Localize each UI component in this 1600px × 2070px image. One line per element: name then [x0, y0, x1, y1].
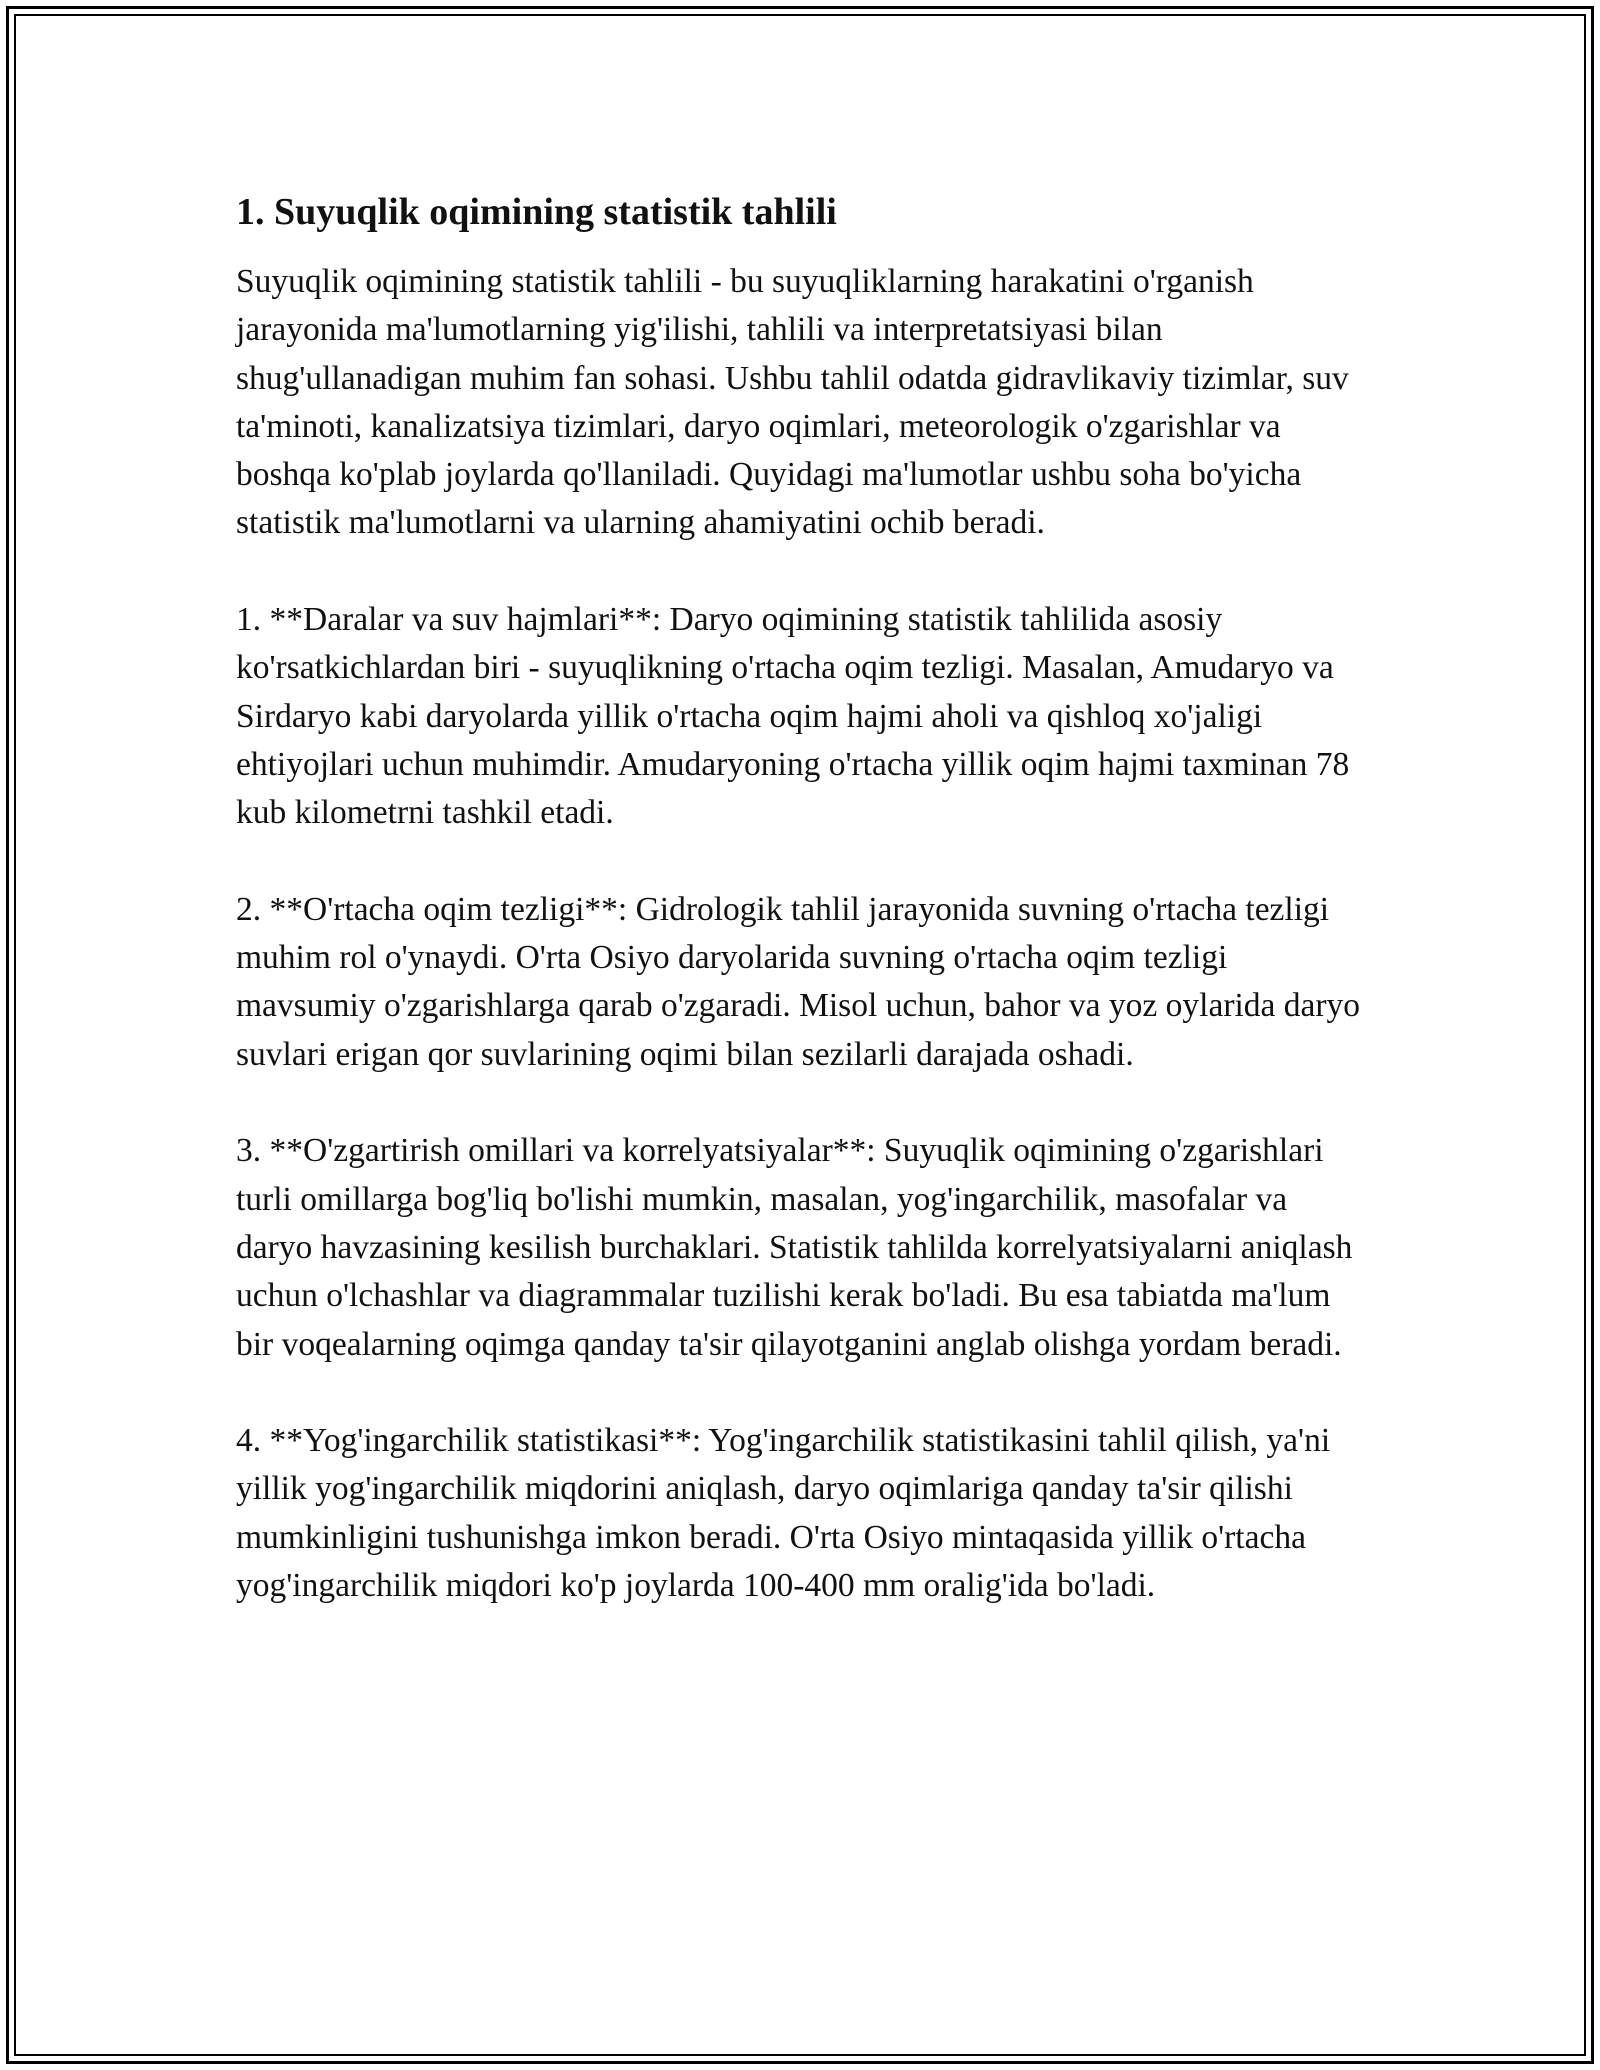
paragraph-rivers-volume: 1. **Daralar va suv hajmlari**: Daryo oqimining statistik tahlilida asosiy ko'rsatkichlardan biri - suyuqlikning o'rtacha oqim tezligi. Masalan, Amudaryo va Sirdaryo kabi daryolarda yillik o'rtacha oqim hajmi aholi va qishloq xo'jaligi ehtiyojlari uchun muhimdir. Amudaryoning o'rtacha yillik oqim hajmi taxminan 78 kub kilometrni tashkil etadi. — [236, 601, 1350, 832]
paragraph-factors-correlations: 3. **O'zgartirish omillari va korrelyatsiyalar**: Suyuqlik oqimining o'zgarishlari turli omillarga bog'liq bo'lishi mumkin, masalan, yog'ingarchilik, masofalar va daryo havzasining kesilish burchaklari. Statistik tahlilda korrelyatsiyalarni aniqlash uchun o'lchashlar va diagrammalar tuzilishi kerak bo'ladi. Bu esa tabiatda ma'lum bir voqealarning oqimga qanday ta'sir qilayotganini anglab olishga yordam beradi. — [236, 1132, 1353, 1363]
paragraph-precipitation-statistics: 4. **Yog'ingarchilik statistikasi**: Yog'ingarchilik statistikasini tahlil qilish, ya'ni yillik yog'ingarchilik miqdorini aniqlash, daryo oqimlariga qanday ta'sir qilishi mumkinligini tushunishga imkon beradi. O'rta Osiyo mintaqasida yillik o'rtacha yog'ingarchilik miqdori ko'p joylarda 100-400 mm oralig'ida bo'ladi. — [236, 1422, 1331, 1605]
section-heading: 1. Suyuqlik oqimining statistik tahlili — [236, 191, 837, 233]
document-body — [236, 188, 1366, 1659]
intro-paragraph: Suyuqlik oqimining statistik tahlili - bu suyuqliklarning harakatini o'rganish jarayonida ma'lumotlarning yig'ilishi, tahlili va interpretatsiyasi bilan shug'ullanadigan muhim fan sohasi. Ushbu tahlil odatda gidravlikaviy tizimlar, suv ta'minoti, kanalizatsiya tizimlari, daryo oqimlari, meteorologik o'zgarishlar va boshqa ko'plab joylarda qo'llaniladi. Quyidagi ma'lumotlar ushbu soha bo'yicha statistik ma'lumotlarni va ularning ahamiyatini ochib beradi. — [236, 263, 1349, 542]
paragraph-average-velocity: 2. **O'rtacha oqim tezligi**: Gidrologik tahlil jarayonida suvning o'rtacha tezligi muhim rol o'ynaydi. O'rta Osiyo daryolarida suvning o'rtacha oqim tezligi mavsumiy o'zgarishlarga qarab o'zgaradi. Misol uchun, bahor va yoz oylarida daryo suvlari erigan qor suvlarining oqimi bilan sezilarli darajada oshadi. — [236, 890, 1361, 1073]
